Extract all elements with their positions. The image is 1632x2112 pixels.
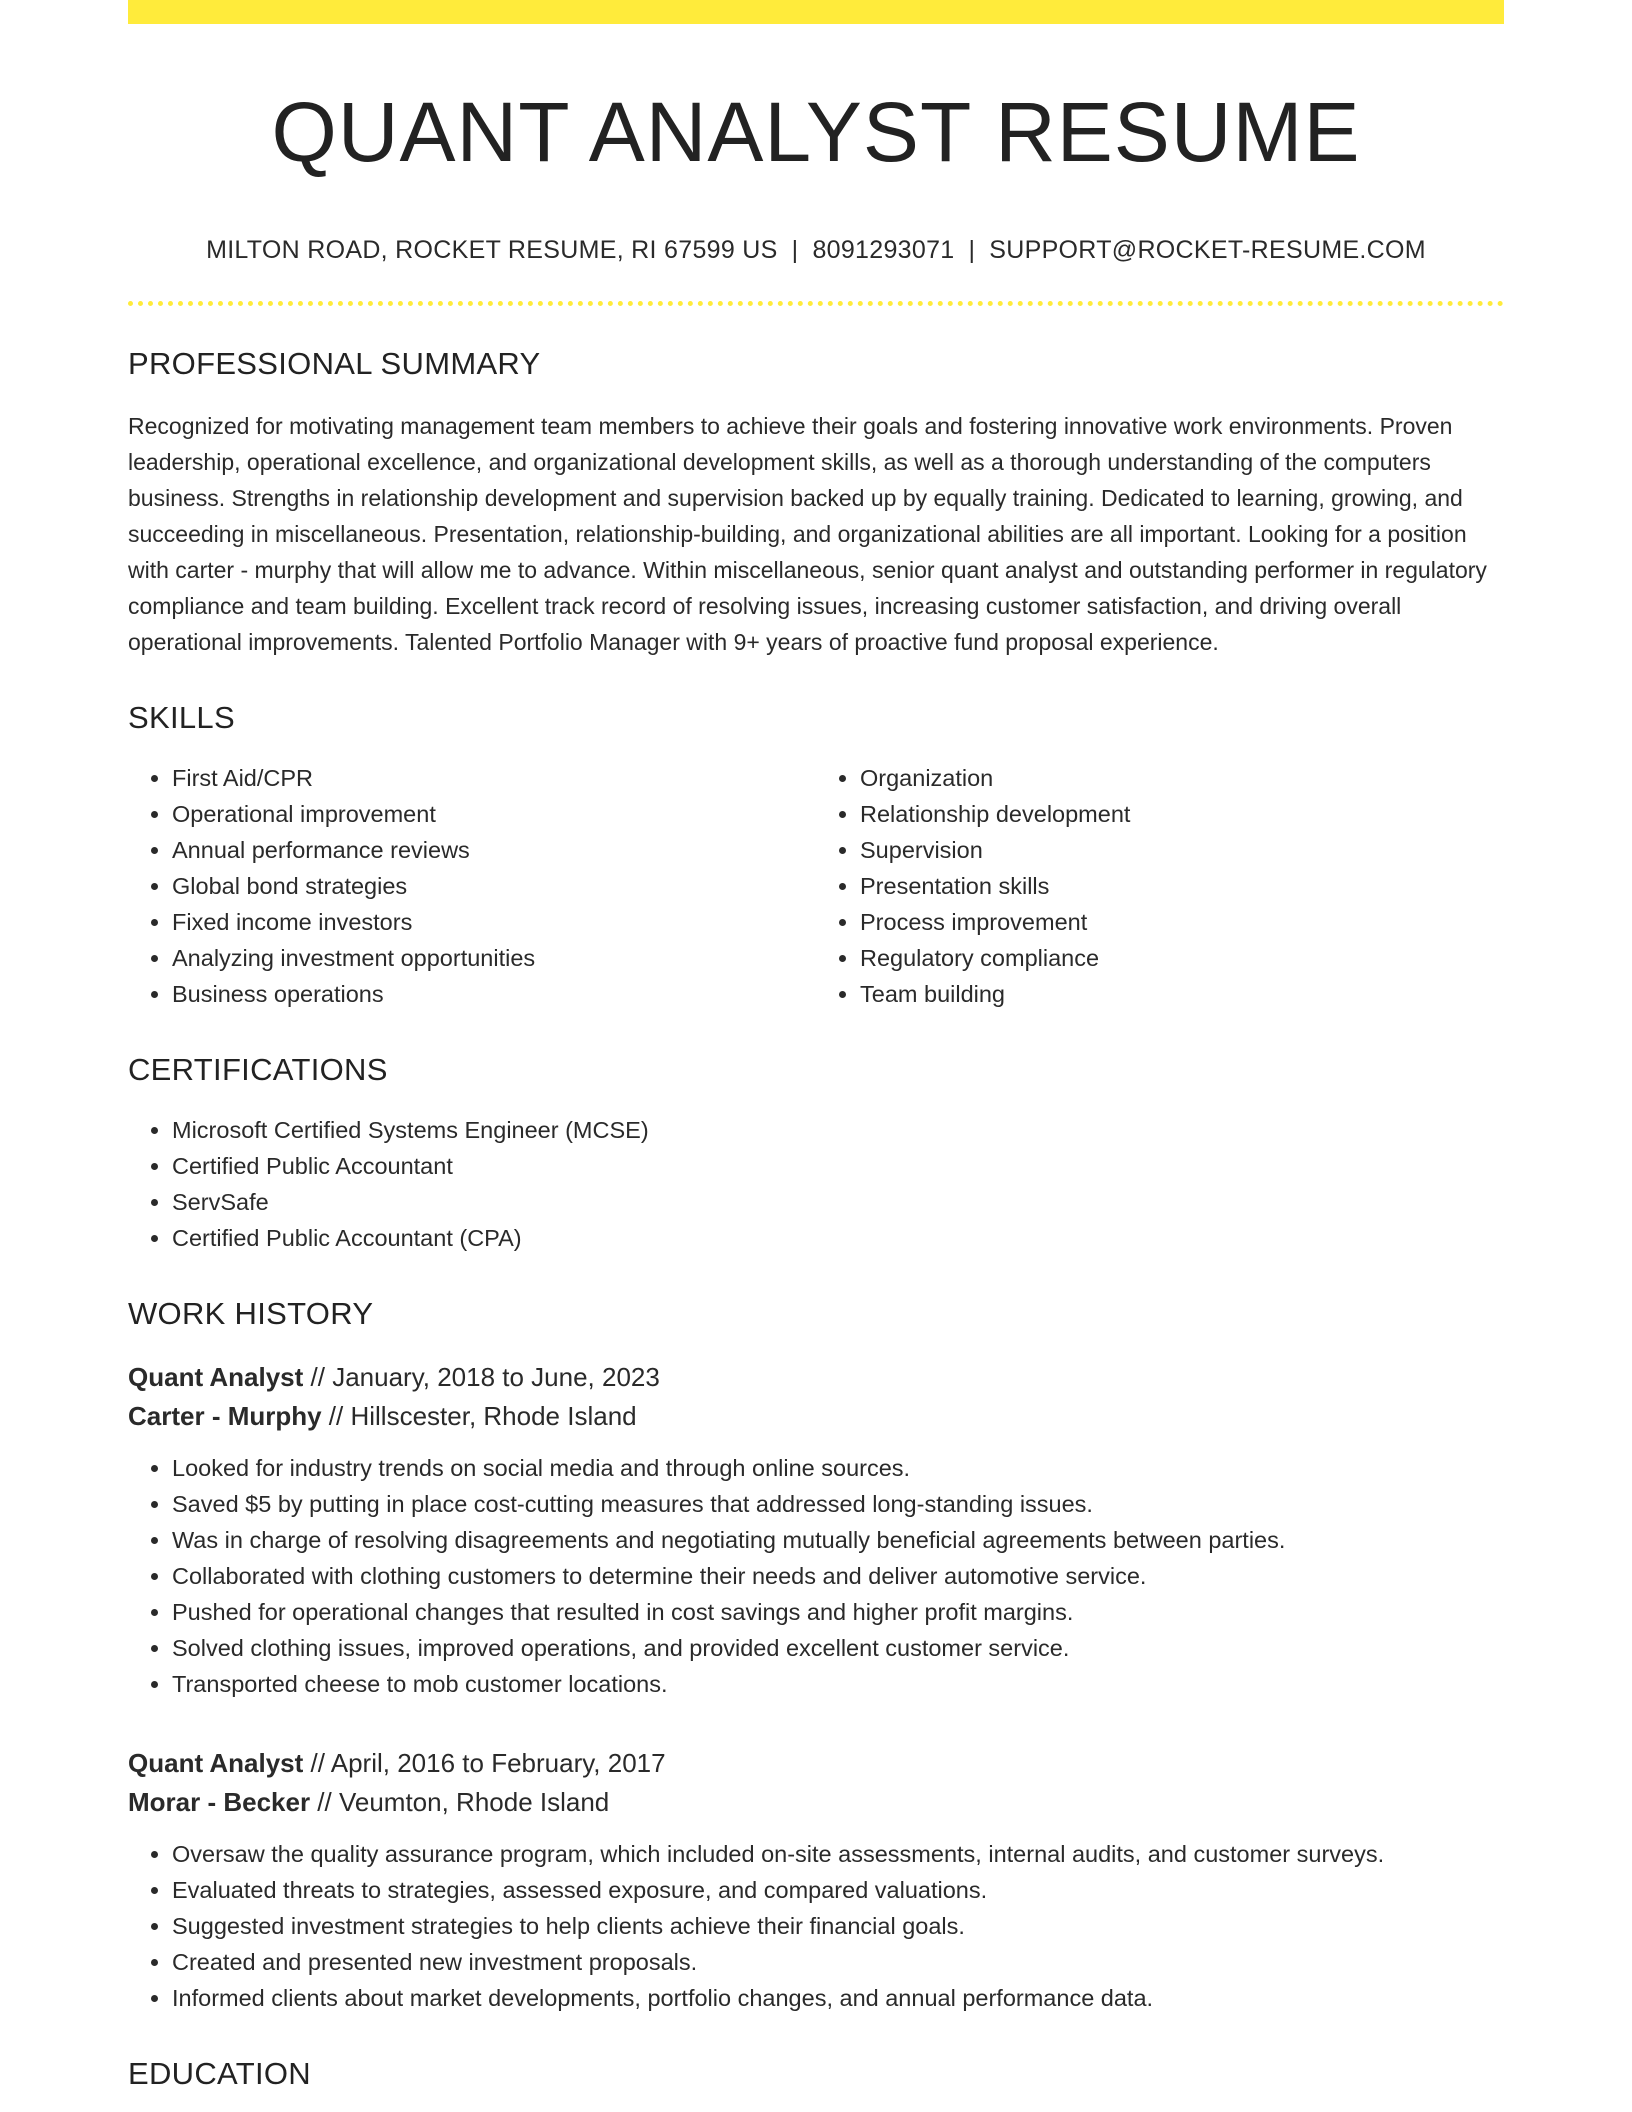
section-heading-work-history: WORK HISTORY	[128, 1296, 374, 1332]
certification-item: • Microsoft Certified Systems Engineer (MCSE)	[172, 1112, 1504, 1148]
job-bullet: • Saved $5 by putting in place cost-cutting measures that addressed long-standing issues.	[172, 1486, 1504, 1522]
job-bullet: • Oversaw the quality assurance program, which included on-site assessments, internal audits, and customer surveys.	[172, 1836, 1504, 1872]
skill-item: • Fixed income investors	[172, 904, 816, 940]
job-bullet: • Solved clothing issues, improved operations, and provided excellent customer service.	[172, 1630, 1504, 1666]
dotted-divider	[128, 301, 1504, 306]
job-company-line	[128, 1397, 1504, 1436]
skill-item: • Operational improvement	[172, 796, 816, 832]
skills-list-right	[816, 760, 1504, 1012]
contact-separator: |	[968, 236, 976, 265]
job-bullet: • Suggested investment strategies to help clients achieve their financial goals.	[172, 1908, 1504, 1944]
section-heading-skills: SKILLS	[128, 700, 235, 736]
job-role-line	[128, 1744, 1504, 1783]
certification-item: • ServSafe	[172, 1184, 1504, 1220]
skill-item: • Supervision	[860, 832, 1504, 868]
top-accent-bar	[128, 0, 1504, 24]
skill-item: • Organization	[860, 760, 1504, 796]
job-entry	[128, 1744, 1504, 2016]
skill-item: • Team building	[860, 976, 1504, 1012]
skill-item: • Annual performance reviews	[172, 832, 816, 868]
certification-item: • Certified Public Accountant	[172, 1148, 1504, 1184]
skill-item: • First Aid/CPR	[172, 760, 816, 796]
job-bullet: • Looked for industry trends on social media and through online sources.	[172, 1450, 1504, 1486]
job-dates: // April, 2016 to February, 2017	[303, 1748, 666, 1779]
contact-address: MILTON ROAD, ROCKET RESUME, RI 67599 US	[206, 236, 778, 265]
job-bullet: • Was in charge of resolving disagreements and negotiating mutually beneficial agreements between parties.	[172, 1522, 1504, 1558]
skills-list-left	[128, 760, 816, 1012]
job-bullet: • Evaluated threats to strategies, assessed exposure, and compared valuations.	[172, 1872, 1504, 1908]
job-company: Carter - Murphy	[128, 1401, 322, 1432]
job-role: Quant Analyst	[128, 1362, 304, 1393]
job-entry	[128, 1358, 1504, 1702]
job-bullets	[128, 1450, 1504, 1702]
job-location: // Veumton, Rhode Island	[310, 1787, 610, 1818]
certifications-list	[128, 1112, 1504, 1256]
job-role-line	[128, 1358, 1504, 1397]
job-role: Quant Analyst	[128, 1748, 304, 1779]
job-bullet: • Collaborated with clothing customers to determine their needs and deliver automotive service.	[172, 1558, 1504, 1594]
contact-phone: 8091293071	[812, 236, 955, 265]
job-bullet: • Informed clients about market developments, portfolio changes, and annual performance data.	[172, 1980, 1504, 2016]
job-company: Morar - Becker	[128, 1787, 311, 1818]
resume-page	[128, 0, 1504, 2092]
summary-text: Recognized for motivating management team members to achieve their goals and fostering innovative work environments. Proven leadership, operational excellence, and organizational development skills, as well as a thorough understanding of the computers business. Strengths in relationship development and supervision backed up by equally training. Dedicated to learning, growing, and succeeding in miscellaneous. Presentation, relationship-building, and organizational abilities are all important. Looking for a position with carter - murphy that will allow me to advance. Within miscellaneous, senior quant analyst and outstanding performer in regulatory compliance and team building. Excellent track record of resolving issues, increasing customer satisfaction, and driving overall operational improvements. Talented Portfolio Manager with 9+ years of proactive fund proposal experience.	[128, 413, 1487, 656]
skill-item: • Regulatory compliance	[860, 940, 1504, 976]
skills-columns	[128, 760, 1504, 1012]
job-bullets	[128, 1836, 1504, 2016]
section-heading-summary: PROFESSIONAL SUMMARY	[128, 346, 541, 382]
job-bullet: • Created and presented new investment proposals.	[172, 1944, 1504, 1980]
skill-item: • Presentation skills	[860, 868, 1504, 904]
skill-item: • Business operations	[172, 976, 816, 1012]
skill-item: • Global bond strategies	[172, 868, 816, 904]
skill-item: • Analyzing investment opportunities	[172, 940, 816, 976]
contact-line	[128, 236, 1504, 265]
job-bullet: • Pushed for operational changes that resulted in cost savings and higher profit margins.	[172, 1594, 1504, 1630]
job-bullet: • Transported cheese to mob customer locations.	[172, 1666, 1504, 1702]
certification-item: • Certified Public Accountant (CPA)	[172, 1220, 1504, 1256]
contact-email[interactable]: SUPPORT@ROCKET-RESUME.COM	[989, 236, 1426, 265]
job-location: // Hillscester, Rhode Island	[321, 1401, 637, 1432]
section-heading-certifications: CERTIFICATIONS	[128, 1052, 388, 1088]
contact-separator: |	[791, 236, 799, 265]
skill-item: • Relationship development	[860, 796, 1504, 832]
job-company-line	[128, 1783, 1504, 1822]
resume-title: QUANT ANALYST RESUME	[271, 85, 1361, 179]
job-dates: // January, 2018 to June, 2023	[303, 1362, 660, 1393]
skill-item: • Process improvement	[860, 904, 1504, 940]
section-heading-education: EDUCATION	[128, 2056, 311, 2092]
